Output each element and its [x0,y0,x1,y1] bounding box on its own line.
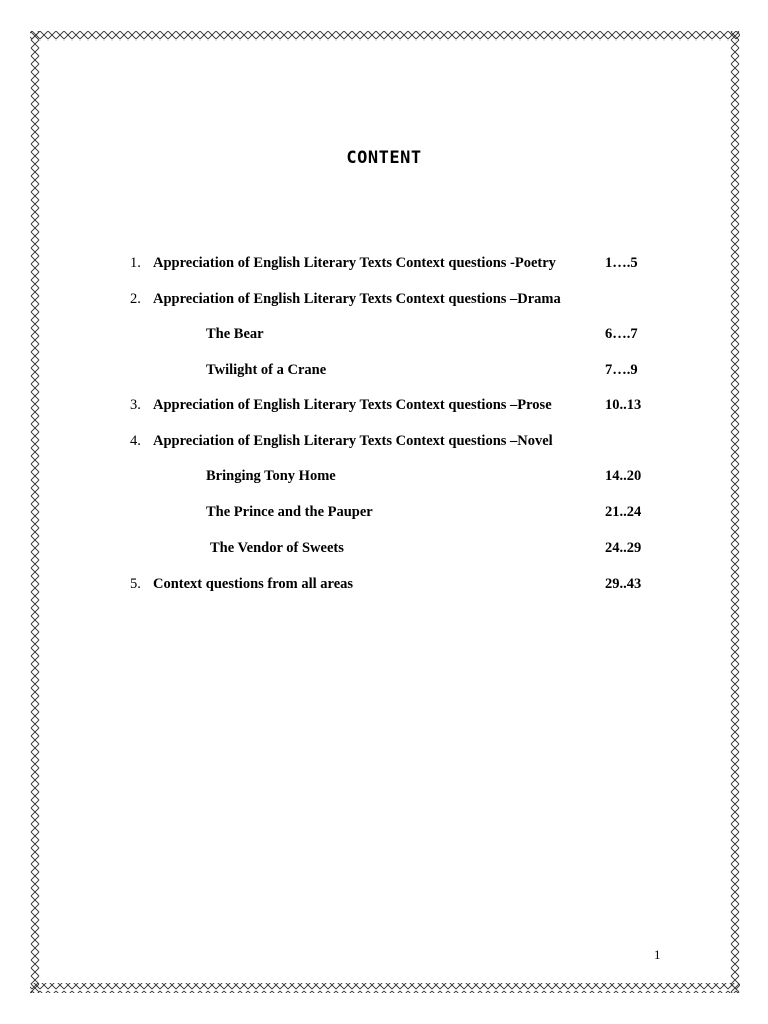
entry-number: 4. [130,433,141,449]
page-title: CONTENT [346,148,422,168]
toc-page-range: 24..29 [605,540,642,556]
toc-subentry: Twilight of a Crane [206,362,327,378]
border-left [30,31,40,993]
entry-number: 1. [130,255,141,271]
entry-number: 3. [130,397,141,413]
toc-page-range: 29..43 [605,576,642,592]
toc-page-range: 7….9 [605,362,638,378]
toc-subentry: The Prince and the Pauper [206,504,373,520]
toc-subentry: The Bear [206,326,264,342]
toc-subentry: Bringing Tony Home [206,468,336,484]
toc-entry: Appreciation of English Literary Texts Context questions –Novel [153,433,553,449]
toc-page-range: 6….7 [605,326,638,342]
border-right [730,31,740,993]
toc-entry: Appreciation of English Literary Texts Context questions -Poetry [153,255,556,271]
border-bottom [30,983,740,993]
entry-number: 2. [130,291,141,307]
toc-page-range: 14..20 [605,468,642,484]
toc-entry: Appreciation of English Literary Texts Context questions –Drama [153,291,561,307]
entry-number: 5. [130,576,141,592]
toc-entry: Appreciation of English Literary Texts Context questions –Prose [153,397,552,413]
toc-page-range: 10..13 [605,397,642,413]
toc-entry: Context questions from all areas [153,576,354,592]
toc-page-range: 1….5 [605,255,638,271]
toc-page-range: 21..24 [605,504,642,520]
border-top [30,31,740,41]
toc-subentry: The Vendor of Sweets [210,540,344,556]
page-number: 1 [654,947,661,962]
